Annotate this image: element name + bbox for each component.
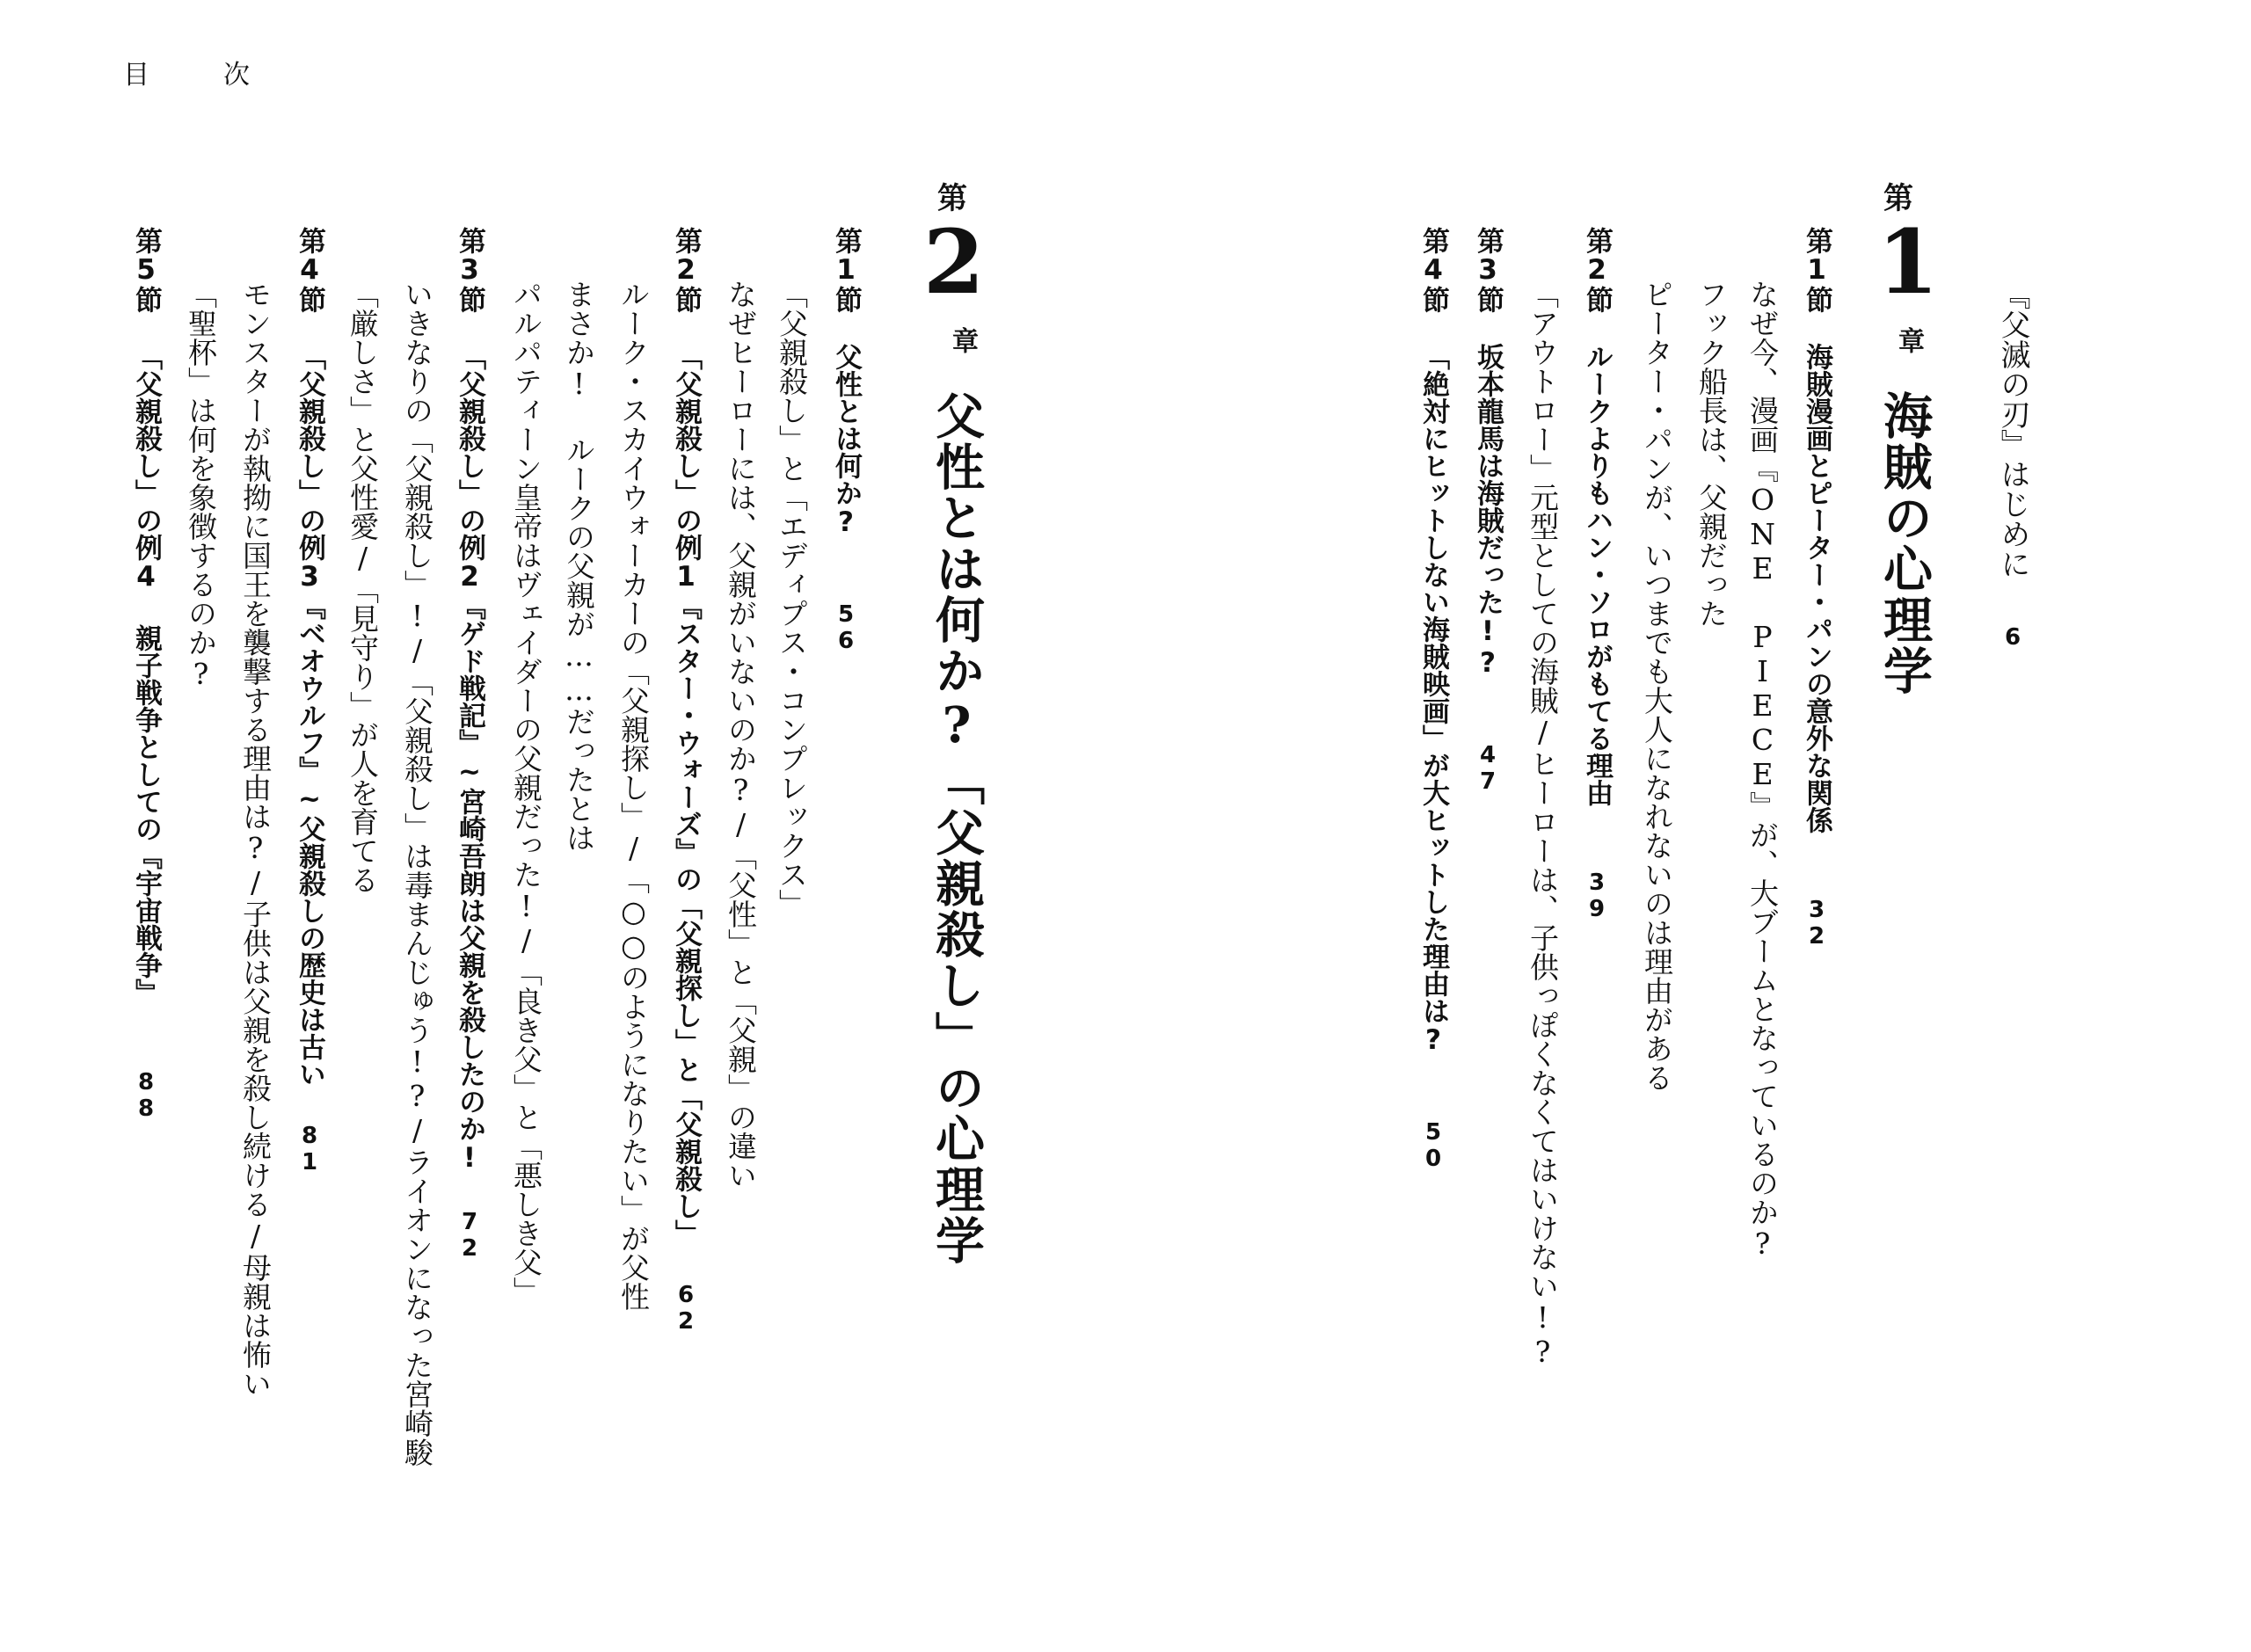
chapter1-dai: 第 bbox=[1883, 181, 1913, 216]
ch2-sec4 bbox=[295, 227, 323, 1175]
chapter1-sho: 章 bbox=[1893, 327, 1924, 353]
intro-entry bbox=[1995, 280, 2030, 651]
ch1-sec1-title: 海賊漫画とピーター・パンの意外な関係 bbox=[1801, 343, 1832, 833]
ch2-sec4-sub1: モンスターが執拗に国王を襲撃する理由は?/子供は父親を殺し続ける/母親は怖い bbox=[238, 280, 273, 1398]
ch2-sec5-title: 「父親殺し」の例4 親子戦争としての『宇宙戦争』 bbox=[130, 343, 162, 1006]
ch1-sec4-page: 50 bbox=[1420, 1119, 1446, 1172]
ch2-sec4-no: 第4節 bbox=[294, 227, 325, 313]
chapter1-title: 海賊の心理学 bbox=[1876, 390, 1934, 696]
ch1-sec4-title: 「絶対にヒットしない海賊映画」が大ヒットした理由は? bbox=[1417, 343, 1449, 1056]
ch1-sec1-no: 第1節 bbox=[1801, 227, 1832, 313]
ch2-sec3-sub2: 「厳しさ」と父性愛/「見守り」が人を育てる bbox=[346, 280, 380, 894]
chapter2-title: 父性とは何か?「父親殺し」の心理学 bbox=[928, 390, 986, 1266]
ch2-sec2-title: 「父親殺し」の例1『スター・ウォーズ』の「父親探し」と「父親殺し」 bbox=[670, 343, 702, 1247]
ch1-sec1-page: 32 bbox=[1803, 897, 1830, 950]
chapter2-dai: 第 bbox=[937, 181, 967, 216]
ch2-sec1 bbox=[830, 227, 862, 654]
ch1-sec1-sub3: ピーター・パンが、いつまでも大人になれないのは理由がある bbox=[1640, 280, 1674, 1092]
intro-title: 『父滅の刃』はじめに bbox=[1995, 280, 2030, 579]
ch2-sec4-page: 81 bbox=[296, 1123, 323, 1175]
ch1-sec1-sub2: フック船長は、父親だった bbox=[1694, 280, 1729, 628]
ch2-sec1-sub2: なぜヒーローには、父親がいないのか?/「父性」と「父親」の違い bbox=[724, 280, 758, 1190]
ch2-sec3-title: 「父親殺し」の例2『ゲド戦記』~宮崎吾朗は父親を殺したのか! bbox=[454, 343, 485, 1174]
ch2-sec2-sub2: まさか! ルークの父親が……だったとは bbox=[562, 280, 596, 852]
chapter2-number: 2 bbox=[923, 210, 985, 314]
ch2-sec5-no: 第5節 bbox=[130, 227, 162, 313]
ch1-sec2-no: 第2節 bbox=[1581, 227, 1613, 313]
ch1-sec3 bbox=[1472, 227, 1504, 795]
ch1-sec3-title: 坂本龍馬は海賊だった!? bbox=[1472, 343, 1504, 679]
ch1-sec1-sub1: なぜ今、漫画『ONE PIECE』が、大ブームとなっているのか? bbox=[1745, 280, 1780, 1261]
ch2-sec1-title: 父性とは何か? bbox=[830, 343, 862, 538]
chapter2-sho: 章 bbox=[947, 327, 978, 353]
ch2-sec3 bbox=[455, 227, 483, 1262]
ch1-sec4-no: 第4節 bbox=[1417, 227, 1449, 313]
ch1-sec4 bbox=[1417, 227, 1449, 1172]
ch2-sec3-no: 第3節 bbox=[454, 227, 485, 313]
ch2-sec2-no: 第2節 bbox=[670, 227, 702, 313]
ch2-sec1-no: 第1節 bbox=[830, 227, 862, 313]
ch2-sec2-page: 62 bbox=[673, 1282, 699, 1335]
ch2-sec2 bbox=[670, 227, 702, 1335]
ch1-sec3-no: 第3節 bbox=[1472, 227, 1504, 313]
ch2-sec1-page: 56 bbox=[833, 601, 859, 654]
page-header: 目次 bbox=[123, 60, 324, 91]
ch1-sec1 bbox=[1803, 227, 1830, 950]
ch2-sec4-sub2: 「聖杯」は何を象徴するのか? bbox=[184, 280, 218, 691]
ch2-sec1-sub1: 「父親殺し」と「エディプス・コンプレックス」 bbox=[775, 280, 809, 918]
ch2-sec5 bbox=[130, 227, 162, 1122]
ch2-sec5-page: 88 bbox=[133, 1069, 159, 1122]
intro-page: 6 bbox=[2000, 624, 2026, 651]
ch1-sec2-page: 39 bbox=[1584, 870, 1610, 922]
chapter1-number: 1 bbox=[1877, 210, 1939, 314]
ch1-sec3-page: 47 bbox=[1475, 742, 1501, 795]
ch1-sec2 bbox=[1581, 227, 1613, 922]
ch2-sec3-sub1: いきなりの「父親殺し」!/「父親殺し」は毒まんじゅう!?/ライオンになった宮崎駿 bbox=[400, 280, 434, 1466]
ch2-sec4-title: 「父親殺し」の例3『ベオウルフ』~父親殺しの歴史は古い bbox=[294, 343, 325, 1088]
ch1-sec2-sub1: 「アウトロー」元型としての海賊/ヒーローは、子供っぽくなくてはいけない!? bbox=[1526, 280, 1560, 1369]
ch2-sec2-sub1: ルーク・スカイウォーカーの「父親探し」/「○○のようになりたい」が父性 bbox=[616, 280, 651, 1311]
ch1-sec2-title: ルークよりもハン・ソロがもてる理由 bbox=[1581, 343, 1613, 806]
ch2-sec3-page: 72 bbox=[456, 1209, 483, 1262]
ch2-sec2-sub3: パルパティーン皇帝はヴェイダーの父親だった!/「良き父」と「悪しき父」 bbox=[509, 280, 543, 1306]
